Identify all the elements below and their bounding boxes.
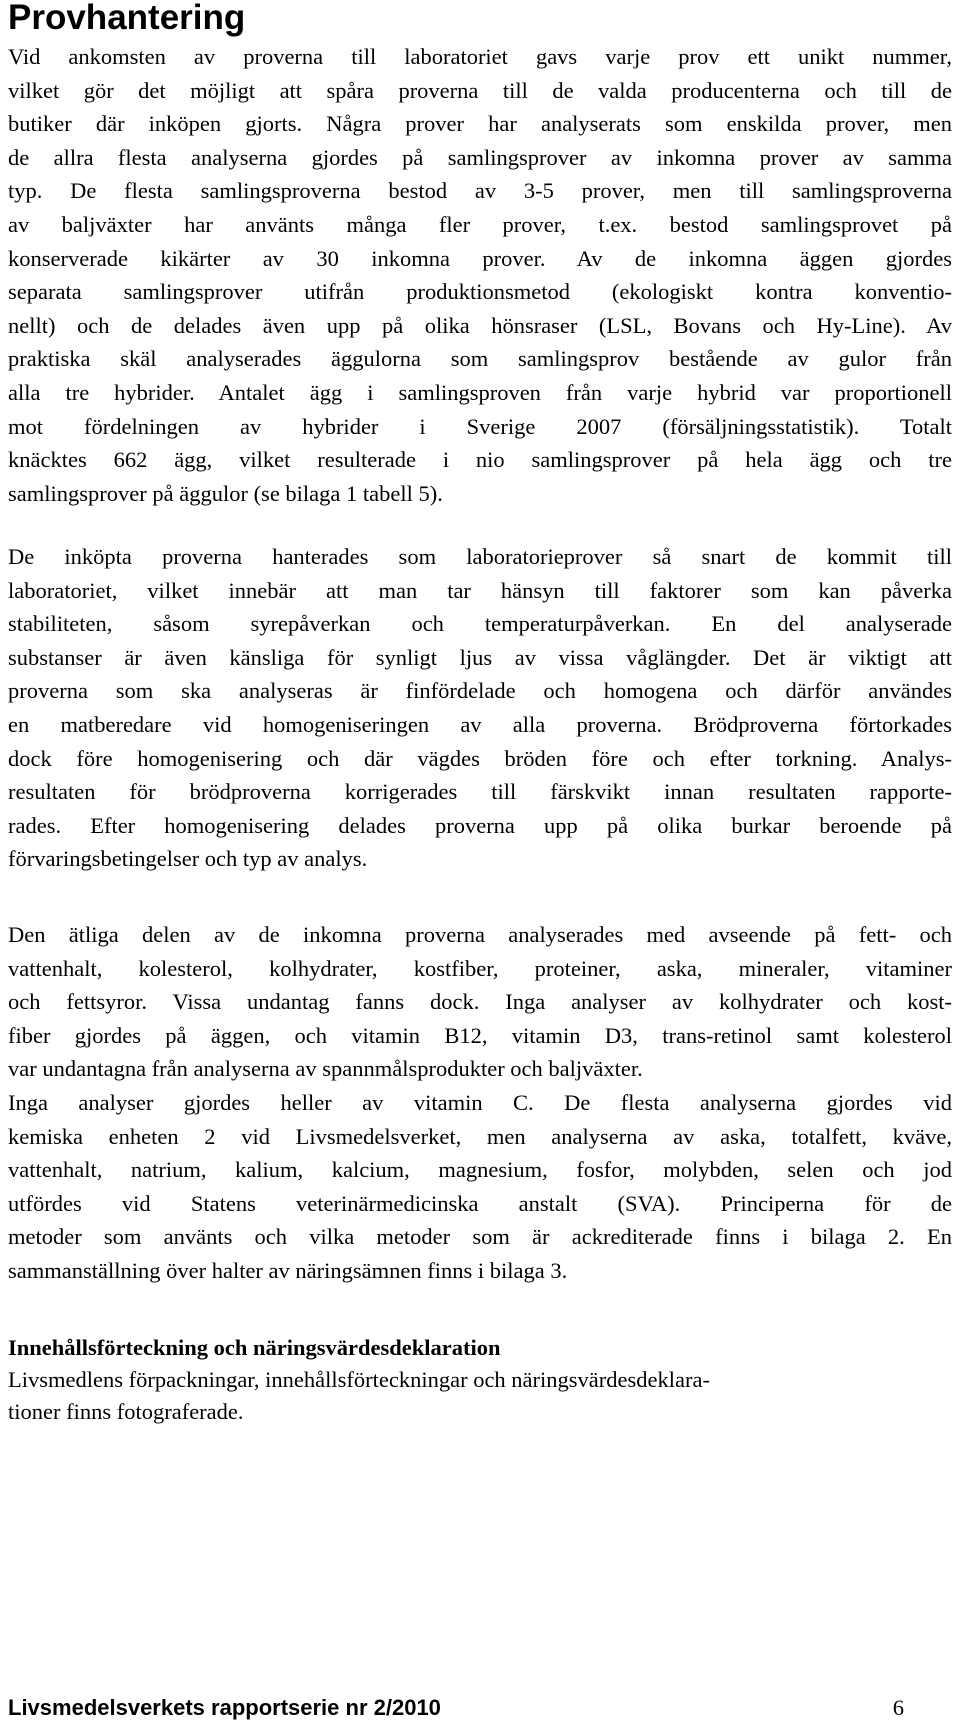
text-line: vilket gör det möjligt att spåra proverna till de valda producenterna och till de [8,77,952,103]
text-line: De inköpta proverna hanterades som laboratorieprover så snart de kommit till [8,544,952,569]
text-line: de allra flesta analyserna gjordes på samlingsprover av inkomna prover av samma [8,144,952,170]
text-line: kemiska enheten 2 vid Livsmedelsverket, men analyserna av aska, totalfett, kväve, [8,1123,952,1149]
text-line: utfördes vid Statens veterinärmedicinska anstalt (SVA). Principerna för de [8,1190,952,1216]
text-line: och fettsyror. Vissa undantag fanns dock. Inga analyser av kolhydrater och kost- [8,989,952,1015]
text-line: resultaten för brödproverna korrigerades till färskvikt innan resultaten rapporte- [8,779,952,805]
text-line: sammanställning över halter av näringsämnen finns i bilaga 3. [8,1257,568,1283]
section-title: Provhantering [8,0,246,37]
report-series-label: Livsmedelsverkets rapportserie nr 2/2010 [8,1695,441,1720]
paragraph-packaging [8,1364,952,1428]
text-line: typ. De flesta samlingsproverna bestod av 3-5 prover, men till samlingsproverna [8,178,952,204]
page-footer [8,1694,952,1724]
text-line: alla tre hybrider. Antalet ägg i samlingsproven från varje hybrid var proportionell [8,379,952,405]
text-line: Inga analyser gjordes heller av vitamin C. De flesta analyserna gjordes vid [8,1089,952,1115]
text-line: fiber gjordes på äggen, och vitamin B12, vitamin D3, trans-retinol samt kolesterol [8,1022,952,1048]
text-line: vattenhalt, natrium, kalium, kalcium, magnesium, fosfor, molybden, selen och jod [8,1157,952,1183]
text-line: samlingsprover på äggulor (se bilaga 1 tabell 5). [8,480,443,506]
paragraph-sample-registration [8,40,952,510]
text-line: förvaringsbetingelser och typ av analys. [8,846,368,872]
text-line: stabiliteten, såsom syrepåverkan och temperaturpåverkan. En del analyserade [8,611,952,637]
text-line: Den ätliga delen av de inkomna proverna analyserades med avseende på fett- och [8,922,952,947]
text-line: dock före homogenisering och där vägdes bröden före och efter torkning. Analys- [8,745,952,771]
text-line: av baljväxter har använts många fler prover, t.ex. bestod samlingsprovet på [8,211,952,237]
text-line: separata samlingsprover utifrån produktionsmetod (ekologiskt kontra konventio- [8,279,952,305]
text-line: tioner finns fotograferade. [8,1399,244,1424]
text-line: metoder som använts och vilka metoder som är ackrediterade finns i bilaga 2. En [8,1224,952,1250]
document-page [8,0,952,1734]
text-line: var undantagna från analyserna av spannmålsprodukter och baljväxter. [8,1056,643,1082]
subsection-heading: Innehållsförteckning och näringsvärdesdeklaration [8,1335,501,1360]
text-line: rades. Efter homogenisering delades proverna upp på olika burkar beroende på [8,812,952,838]
text-line: laboratoriet, vilket innebär att man tar hänsyn till faktorer som kan påverka [8,577,952,603]
text-line: praktiska skäl analyserades äggulorna som samlingsprov bestående av gulor från [8,346,952,372]
paragraph-analyses [8,918,952,1288]
text-line: Livsmedlens förpackningar, innehållsförteckningar och näringsvärdesdeklara- [8,1367,710,1392]
text-line: nellt) och de delades även upp på olika hönsraser (LSL, Bovans och Hy-Line). Av [8,312,952,338]
paragraph-lab-handling [8,540,952,876]
text-line: butiker där inköpen gjorts. Några prover har analyserats som enskilda prover, men [8,111,952,137]
text-line: knäcktes 662 ägg, vilket resulterade i nio samlingsprover på hela ägg och tre [8,447,952,473]
text-line: proverna som ska analyseras är finfördelade och homogena och därför användes [8,678,952,704]
text-line: mot fördelningen av hybrider i Sverige 2007 (försäljningsstatistik). Totalt [8,413,952,439]
text-line: vattenhalt, kolesterol, kolhydrater, kostfiber, proteiner, aska, mineraler, vitaminer [8,955,952,981]
page-number: 6 [892,1695,904,1720]
text-line: konserverade kikärter av 30 inkomna prover. Av de inkomna äggen gjordes [8,245,952,271]
text-line: Vid ankomsten av proverna till laboratoriet gavs varje prov ett unikt nummer, [8,44,952,69]
text-line: substanser är även känsliga för synligt ljus av vissa våglängder. Det är viktigt att [8,644,952,670]
text-line: en matberedare vid homogeniseringen av alla proverna. Brödproverna förtorkades [8,711,952,737]
